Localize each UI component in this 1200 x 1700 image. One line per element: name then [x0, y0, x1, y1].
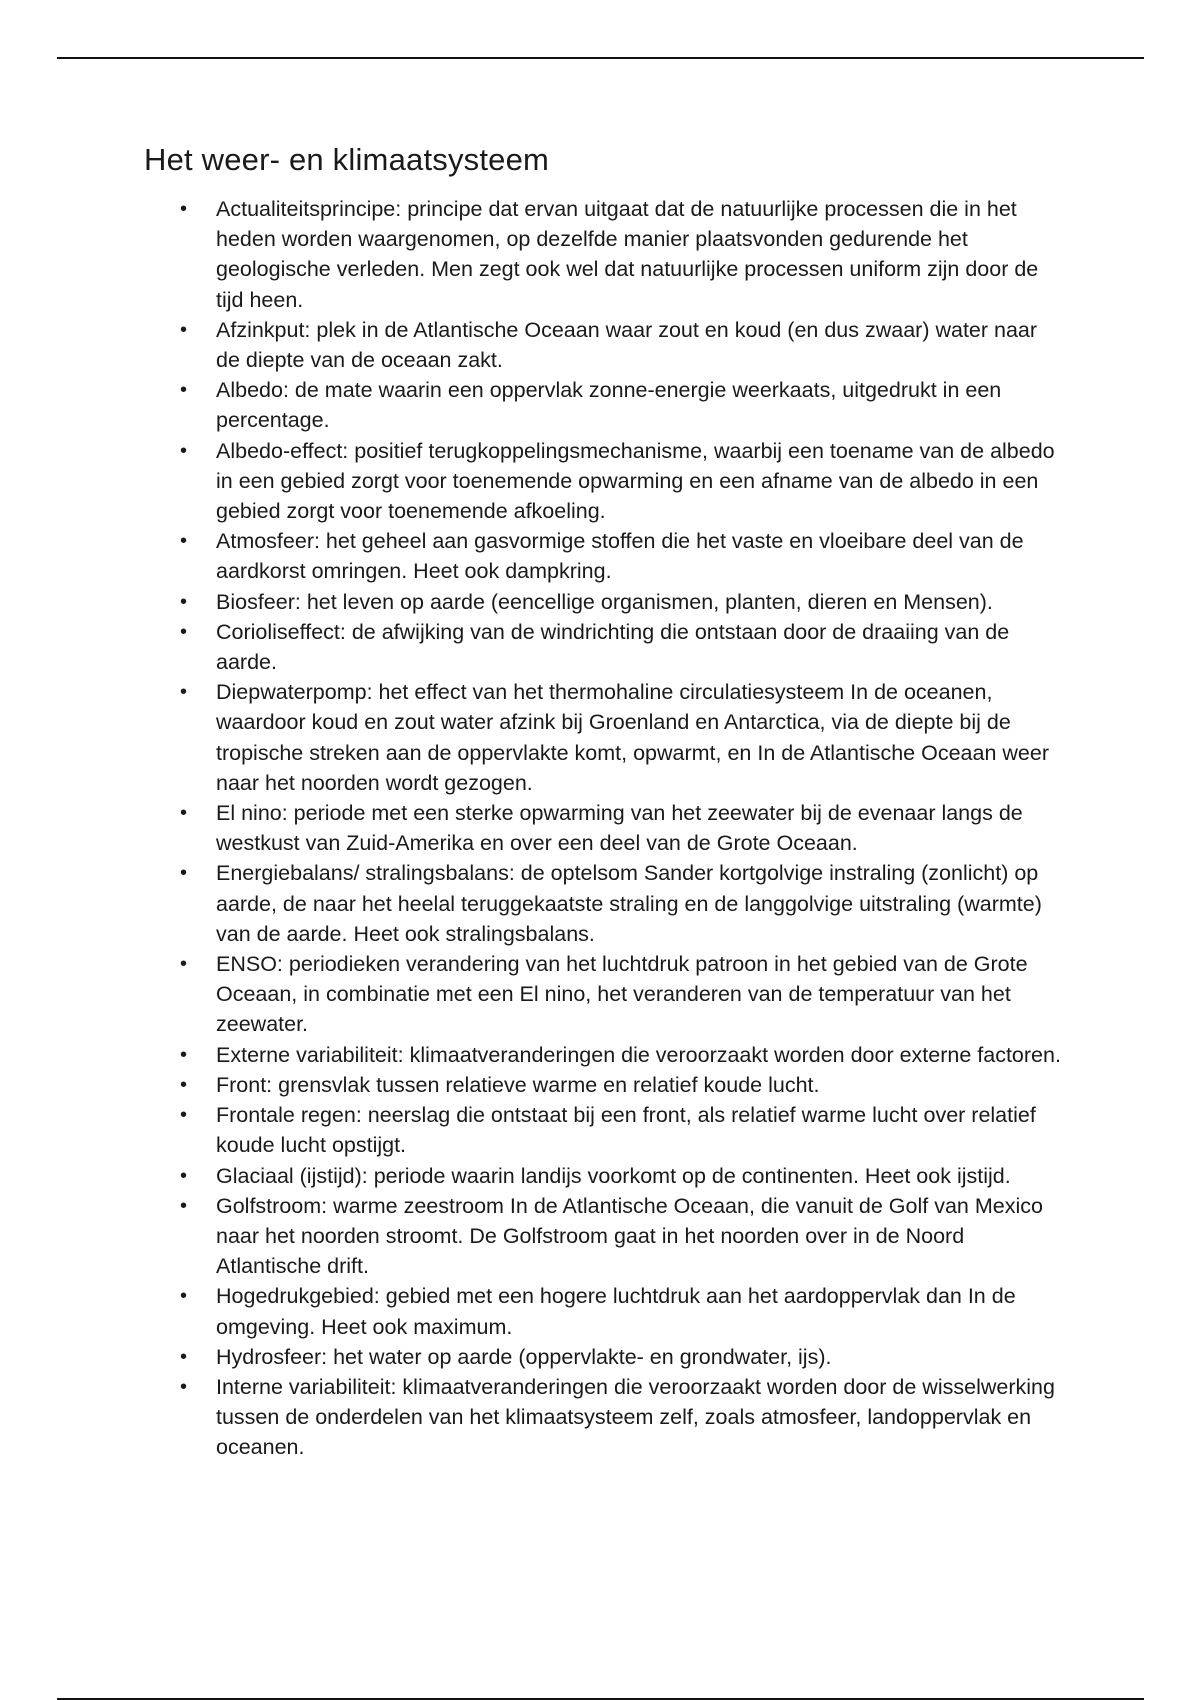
- glossary-item: [144, 194, 1064, 315]
- glossary-item: [144, 436, 1064, 527]
- glossary-item: [144, 798, 1064, 858]
- glossary-item: [144, 375, 1064, 435]
- glossary-item-text: Glaciaal (ijstijd): periode waarin landijs voorkomt op de continenten. Heet ook ijstijd.: [216, 1163, 1011, 1188]
- glossary-list: [144, 194, 1064, 1463]
- bullet-icon: •: [180, 530, 188, 553]
- glossary-item: [144, 617, 1064, 677]
- glossary-item-text: Corioliseffect: de afwijking van de windrichting die ontstaan door de draaiing van de aarde.: [216, 619, 1010, 675]
- glossary-item-text: Albedo-effect: positief terugkoppelingsmechanisme, waarbij een toename van de albedo in een gebied zorgt voor toenemende opwarming en een afname van de albedo in een gebied zorgt voor toenemende afkoeling.: [216, 438, 1055, 524]
- bullet-icon: •: [180, 681, 188, 704]
- glossary-item-text: Afzinkput: plek in de Atlantische Oceaan waar zout en koud (en dus zwaar) water naar de diepte van de oceaan zakt.: [216, 317, 1038, 373]
- glossary-item: [144, 1191, 1064, 1282]
- glossary-item: [144, 587, 1064, 617]
- page-title: Het weer- en klimaatsysteem: [144, 142, 550, 177]
- glossary-item-text: Albedo: de mate waarin een oppervlak zonne-energie weerkaats, uitgedrukt in een percentage.: [216, 378, 1002, 433]
- bullet-icon: •: [180, 1375, 188, 1398]
- bullet-icon: •: [180, 1104, 188, 1127]
- glossary-item-text: El nino: periode met een sterke opwarming van het zeewater bij de evenaar langs de westkust van Zuid-Amerika en over een deel van de Grote Oceaan.: [216, 801, 1023, 856]
- bullet-icon: •: [180, 1345, 188, 1368]
- bullet-icon: •: [180, 198, 188, 220]
- glossary-item-text: Energiebalans/ stralingsbalans: de optelsom Sander kortgolvige instraling (zonlicht) op aarde, de naar het heelal teruggekaatste straling en de langgolvige uitstraling (warmte) van de aarde. Heet ook stralingsbalans.: [216, 861, 1042, 946]
- glossary-item-text: Hogedrukgebied: gebied met een hogere luchtdruk aan het aardoppervlak dan In de omgeving. Heet ook maximum.: [216, 1284, 1016, 1339]
- glossary-item-text: Diepwaterpomp: het effect van het thermohaline circulatiesysteem In de oceanen, waardoor koud en zout water afzink bij Groenland en Antarctica, via de diepte bij de tropische streken aan de oppervlakte komt, opwarmt, en In de Atlantische Oceaan weer naar het noorden wordt gezogen.: [216, 680, 1049, 795]
- glossary-item-text: Hydrosfeer: het water op aarde (oppervlakte- en grondwater, ijs).: [216, 1344, 832, 1369]
- glossary-item-text: Externe variabiliteit: klimaatveranderingen die veroorzaakt worden door externe factoren.: [216, 1042, 1061, 1067]
- glossary-item: [144, 1161, 1064, 1191]
- glossary-item-text: ENSO: periodieken verandering van het luchtdruk patroon in het gebied van de Grote Oceaan, in combinatie met een El nino, het veranderen van de temperatuur van het zeewater.: [216, 952, 1028, 1037]
- bullet-icon: •: [180, 318, 188, 341]
- glossary-item-text: Actualiteitsprincipe: principe dat ervan uitgaat dat de natuurlijke processen die in het heden worden waargenomen, op dezelfde manier plaatsvonden gedurende het geologische verleden. Men zegt ook wel dat natuurlijke processen uniform zijn door de tijd heen.: [216, 197, 1039, 312]
- glossary-item: [144, 949, 1064, 1040]
- glossary-item: [144, 1372, 1064, 1463]
- glossary-item: [144, 858, 1064, 949]
- glossary-item: [144, 1342, 1064, 1372]
- bullet-icon: •: [180, 862, 188, 885]
- bullet-icon: •: [180, 1285, 188, 1308]
- bullet-icon: •: [180, 953, 188, 976]
- bullet-icon: •: [180, 1194, 188, 1217]
- glossary-item: [144, 1281, 1064, 1341]
- bullet-icon: •: [180, 802, 188, 825]
- glossary-item: [144, 526, 1064, 586]
- header-rule: [57, 57, 1144, 59]
- glossary-item: [144, 1070, 1064, 1100]
- bullet-icon: •: [180, 439, 188, 462]
- glossary-item-text: Golfstroom: warme zeestroom In de Atlantische Oceaan, die vanuit de Golf van Mexico naar het noorden stroomt. De Golfstroom gaat in het noorden over in de Noord Atlantische drift.: [216, 1193, 1043, 1279]
- glossary-item: [144, 1100, 1064, 1160]
- bullet-icon: •: [180, 590, 188, 613]
- glossary-item-text: Atmosfeer: het geheel aan gasvormige stoffen die het vaste en vloeibare deel van de aardkorst omringen. Heet ook dampkring.: [216, 529, 1024, 584]
- glossary-item-text: Biosfeer: het leven op aarde (eencellige organismen, planten, dieren en Mensen).: [216, 589, 993, 614]
- bullet-icon: •: [180, 1043, 188, 1066]
- glossary-item-text: Front: grensvlak tussen relatieve warme en relatief koude lucht.: [216, 1072, 820, 1097]
- glossary-item-text: Frontale regen: neerslag die ontstaat bij een front, als relatief warme lucht over relatief koude lucht opstijgt.: [216, 1103, 1036, 1158]
- glossary-item: [144, 315, 1064, 375]
- bullet-icon: •: [180, 1073, 188, 1096]
- bullet-icon: •: [180, 1164, 188, 1187]
- document-body: [144, 140, 1064, 1463]
- glossary-item: [144, 677, 1064, 798]
- glossary-item: [144, 1040, 1064, 1070]
- bullet-icon: •: [180, 379, 188, 402]
- glossary-item-text: Interne variabiliteit: klimaatveranderingen die veroorzaakt worden door de wisselwerking tussen de onderdelen van het klimaatsysteem zelf, zoals atmosfeer, landoppervlak en oceanen.: [216, 1374, 1055, 1460]
- bullet-icon: •: [180, 620, 188, 643]
